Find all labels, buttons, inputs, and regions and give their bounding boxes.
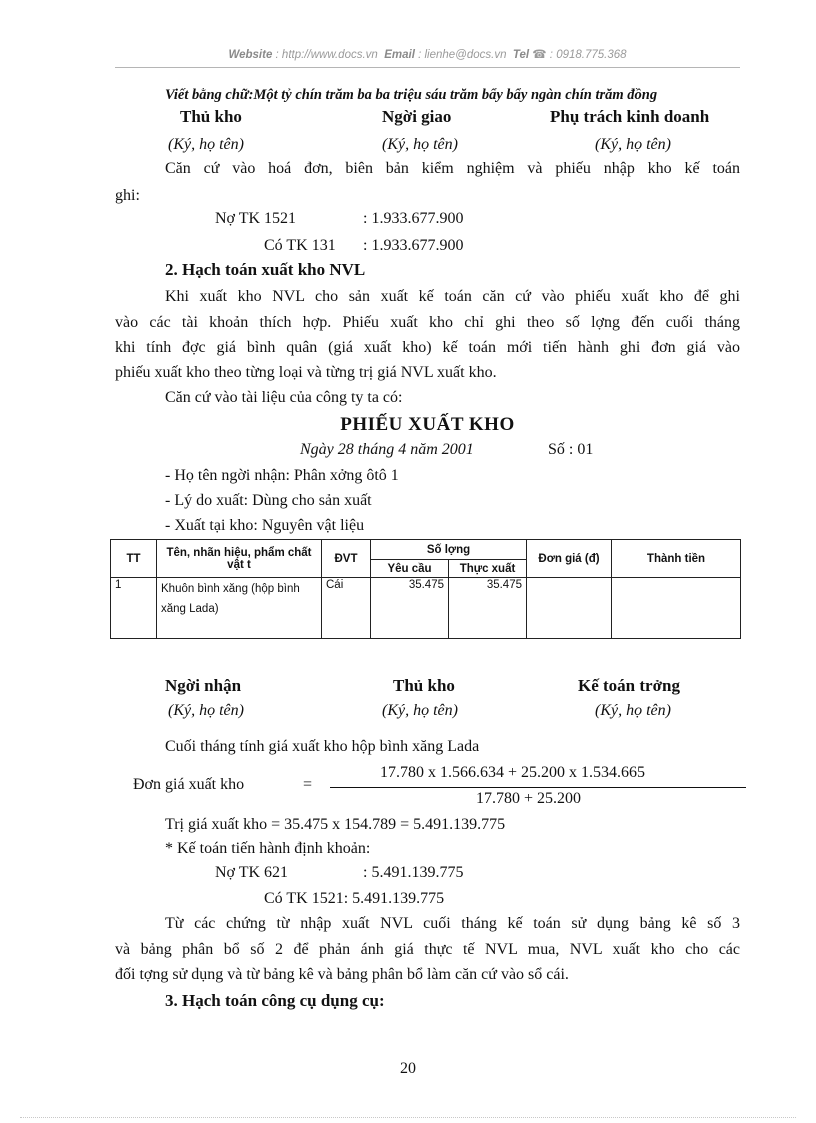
cell-unit: Cái bbox=[322, 578, 371, 639]
signer-storekeeper: Thủ kho bbox=[180, 107, 242, 126]
section-heading-3: 3. Hạch toán công cụ dụng cụ: bbox=[165, 991, 385, 1010]
signature-note-6: (Ký, họ tên) bbox=[595, 702, 671, 719]
paragraph-line: vào các tài khoản thích hợp. Phiếu xuất kho chỉ ghi theo số lợng đến cuối tháng bbox=[115, 314, 740, 331]
paragraph-line: ghi: bbox=[115, 187, 140, 204]
fraction-bar bbox=[330, 787, 746, 788]
cell-name: Khuôn bình xăng (hộp bình xăng Lada) bbox=[157, 578, 322, 639]
cell-price bbox=[527, 578, 612, 639]
paragraph-line: Khi xuất kho NVL cho sản xuất kế toán căn cứ vào phiếu xuất kho để ghi bbox=[165, 288, 740, 305]
header-qty-requested: Yêu cầu bbox=[371, 560, 449, 578]
paragraph-line: Từ các chứng từ nhập xuất NVL cuối tháng kế toán sử dụng bảng kê số 3 bbox=[165, 915, 740, 932]
tel-value: ☎ : 0918.775.368 bbox=[532, 49, 627, 61]
header-tt: TT bbox=[111, 540, 157, 578]
amount-in-words: Viết bằng chữ:Một tỷ chín trăm ba ba triệu sáu trăm bẩy bẩy ngàn chín trăm đồng bbox=[165, 87, 658, 103]
paragraph-line: khi tính đợc giá bình quân (giá xuất kho) kế toán mới tiến hành ghi đơn giá vào bbox=[115, 339, 740, 356]
paragraph-line: Căn cứ vào tài liệu của công ty ta có: bbox=[165, 389, 403, 406]
paragraph-line: phiếu xuất kho theo từng loại và từng trị giá NVL xuất kho. bbox=[115, 364, 497, 381]
footer-divider bbox=[20, 1117, 796, 1118]
cell-qty-requested: 35.475 bbox=[371, 578, 449, 639]
header-total: Thành tiền bbox=[612, 540, 741, 578]
slip-date: Ngày 28 tháng 4 năm 2001 bbox=[300, 441, 474, 458]
cell-tt: 1 bbox=[111, 578, 157, 639]
signer-storekeeper-2: Thủ kho bbox=[393, 676, 455, 695]
signer-chief-accountant: Kế toán trởng bbox=[578, 676, 680, 695]
page-header bbox=[115, 47, 740, 61]
signature-note-3: (Ký, họ tên) bbox=[595, 136, 671, 153]
entry-debit-value: : 1.933.677.900 bbox=[363, 210, 464, 227]
paragraph-line: Căn cứ vào hoá đơn, biên bản kiểm nghiệm và phiếu nhập kho kế toán bbox=[165, 160, 740, 177]
signer-receiver: Ngời nhận bbox=[165, 676, 242, 695]
cell-qty-actual: 35.475 bbox=[449, 578, 527, 639]
entry2-debit-value: : 5.491.139.775 bbox=[363, 864, 464, 881]
entry2-debit-label: Nợ TK 621 bbox=[215, 864, 289, 881]
paragraph-line: và bảng phân bổ số 2 để phản ánh giá thực tế NVL mua, NVL xuất kho cho các bbox=[115, 941, 740, 958]
cell-total bbox=[612, 578, 741, 639]
table-row bbox=[111, 578, 741, 639]
header-divider bbox=[115, 67, 740, 68]
header-price: Đơn giá (đ) bbox=[527, 540, 612, 578]
slip-number: Số : 01 bbox=[548, 441, 594, 458]
signature-note-2: (Ký, họ tên) bbox=[382, 136, 458, 153]
entry-credit-label: Có TK 131 bbox=[264, 237, 336, 254]
signature-note-4: (Ký, họ tên) bbox=[168, 702, 244, 719]
header-unit: ĐVT bbox=[322, 540, 371, 578]
paragraph-line: đối tợng sử dụng và từ bảng kê và bảng phân bổ làm căn cứ vào sổ cái. bbox=[115, 966, 569, 983]
slip-title: PHIẾU XUẤT KHO bbox=[340, 414, 515, 435]
header-quantity: Số lợng bbox=[371, 540, 527, 560]
slip-receiver: - Họ tên ngời nhận: Phân xởng ôtô 1 bbox=[165, 467, 399, 484]
entry2-credit: Có TK 1521: 5.491.139.775 bbox=[264, 890, 445, 907]
header-name: Tên, nhãn hiệu, phẩm chất vật t bbox=[157, 540, 322, 578]
signature-note-5: (Ký, họ tên) bbox=[382, 702, 458, 719]
signer-sales-manager: Phụ trách kinh doanh bbox=[550, 107, 710, 126]
value-line: Trị giá xuất kho = 35.475 x 154.789 = 5.491.139.775 bbox=[165, 816, 506, 833]
calc-intro: Cuối tháng tính giá xuất kho hộp bình xăng Lada bbox=[165, 738, 480, 755]
slip-reason: - Lý do xuất: Dùng cho sản xuất bbox=[165, 492, 372, 509]
entry-intro: * Kế toán tiến hành định khoản: bbox=[165, 840, 371, 857]
entry-credit-value: : 1.933.677.900 bbox=[363, 237, 464, 254]
signer-deliverer: Ngời giao bbox=[382, 107, 452, 126]
email-value[interactable]: : lienhe@docs.vn bbox=[418, 49, 507, 61]
slip-warehouse: - Xuất tại kho: Nguyên vật liệu bbox=[165, 517, 365, 534]
formula-label: Đơn giá xuất kho bbox=[133, 776, 245, 793]
formula-denominator: 17.780 + 25.200 bbox=[476, 790, 582, 807]
issue-slip-table bbox=[110, 539, 741, 639]
website-value[interactable]: : http://www.docs.vn bbox=[275, 49, 378, 61]
page-number: 20 bbox=[400, 1060, 416, 1077]
signature-note-1: (Ký, họ tên) bbox=[168, 136, 244, 153]
formula-equals: = bbox=[303, 776, 313, 793]
email-label: Email bbox=[384, 49, 415, 61]
tel-label: Tel bbox=[512, 49, 530, 61]
formula-numerator: 17.780 x 1.566.634 + 25.200 x 1.534.665 bbox=[380, 764, 646, 781]
section-heading-2: 2. Hạch toán xuất kho NVL bbox=[165, 260, 366, 279]
website-label: Website bbox=[228, 49, 273, 61]
entry-debit-label: Nợ TK 1521 bbox=[215, 210, 297, 227]
header-qty-actual: Thực xuất bbox=[449, 560, 527, 578]
